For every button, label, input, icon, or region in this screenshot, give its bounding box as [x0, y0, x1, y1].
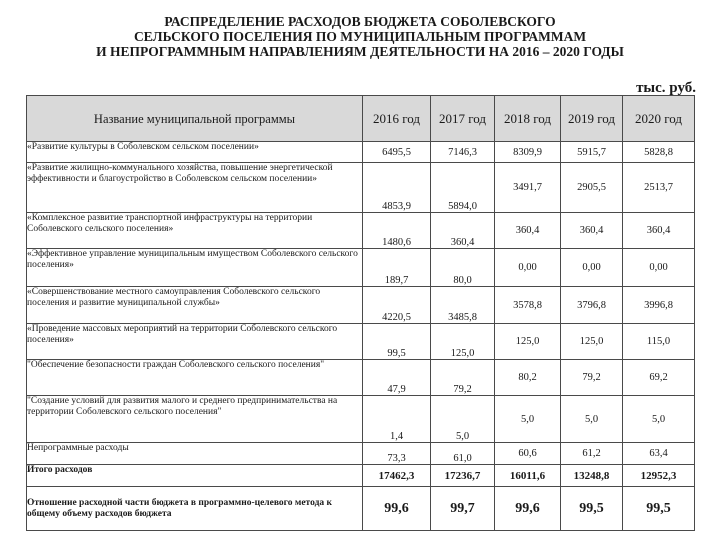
- value-cell: 125,0: [561, 324, 623, 360]
- ratio-value: 99,6: [363, 487, 431, 531]
- value-cell: 61,2: [561, 443, 623, 465]
- total-label: Итого расходов: [27, 465, 363, 487]
- value-cell: 360,4: [561, 213, 623, 249]
- value-cell: 3796,8: [561, 287, 623, 324]
- title-line-2: СЕЛЬСКОГО ПОСЕЛЕНИЯ ПО МУНИЦИПАЛЬНЫМ ПРОГРАММАМ: [133, 29, 587, 44]
- value-cell: 360,4: [431, 213, 495, 249]
- program-name: «Развитие жилищно-коммунального хозяйства, повышение энергетической эффективности и благоустройство в Соболевском сельском поселении»: [27, 163, 363, 213]
- column-header-2020: 2020 год: [623, 96, 695, 142]
- value-cell: 5915,7: [561, 142, 623, 163]
- value-cell: 0,00: [495, 249, 561, 287]
- total-value: 17236,7: [431, 465, 495, 487]
- value-cell: 360,4: [623, 213, 695, 249]
- ratio-label: Отношение расходной части бюджета в программно-целевого метода к общему объему расходов бюджета: [27, 487, 363, 531]
- value-cell: 8309,9: [495, 142, 561, 163]
- value-cell: 47,9: [363, 360, 431, 396]
- total-row: [27, 465, 695, 487]
- title-line-1: РАСПРЕДЕЛЕНИЕ РАСХОДОВ БЮДЖЕТА СОБОЛЕВСКОГО: [164, 14, 556, 29]
- program-name: "Создание условий для развития малого и среднего предпринимательства на территории Соболевского сельского поселения": [27, 396, 363, 443]
- column-header-2019: 2019 год: [561, 96, 623, 142]
- total-value: 16011,6: [495, 465, 561, 487]
- value-cell: 79,2: [561, 360, 623, 396]
- value-cell: 3578,8: [495, 287, 561, 324]
- table-row: [27, 443, 695, 465]
- column-header-2017: 2017 год: [431, 96, 495, 142]
- value-cell: 1,4: [363, 396, 431, 443]
- total-value: 17462,3: [363, 465, 431, 487]
- program-name: "Обеспечение безопасности граждан Соболевского сельского поселения": [27, 360, 363, 396]
- total-value: 13248,8: [561, 465, 623, 487]
- value-cell: 4853,9: [363, 163, 431, 213]
- value-cell: 5,0: [495, 396, 561, 443]
- page-title: [0, 14, 720, 59]
- column-header-2018: 2018 год: [495, 96, 561, 142]
- ratio-value: 99,5: [561, 487, 623, 531]
- column-header-name: Название муниципальной программы: [27, 96, 363, 142]
- value-cell: 5894,0: [431, 163, 495, 213]
- program-name: «Эффективное управление муниципальным имуществом Соболевского сельского поселения»: [27, 249, 363, 287]
- value-cell: 5,0: [431, 396, 495, 443]
- value-cell: 99,5: [363, 324, 431, 360]
- value-cell: 80,0: [431, 249, 495, 287]
- value-cell: 3491,7: [495, 163, 561, 213]
- value-cell: 60,6: [495, 443, 561, 465]
- total-value: 12952,3: [623, 465, 695, 487]
- ratio-value: 99,6: [495, 487, 561, 531]
- value-cell: 69,2: [623, 360, 695, 396]
- value-cell: 5828,8: [623, 142, 695, 163]
- value-cell: 2905,5: [561, 163, 623, 213]
- value-cell: 3485,8: [431, 287, 495, 324]
- value-cell: 0,00: [623, 249, 695, 287]
- ratio-value: 99,5: [623, 487, 695, 531]
- value-cell: 125,0: [495, 324, 561, 360]
- program-name: «Совершенствование местного самоуправления Соболевского сельского поселения и развитие муниципальной службы»: [27, 287, 363, 324]
- program-name: «Проведение массовых мероприятий на территории Соболевского сельского поселения»: [27, 324, 363, 360]
- value-cell: 189,7: [363, 249, 431, 287]
- column-header-2016: 2016 год: [363, 96, 431, 142]
- value-cell: 6495,5: [363, 142, 431, 163]
- program-name: «Комплексное развитие транспортной инфраструктуры на территории Соболевского сельского поселения»: [27, 213, 363, 249]
- value-cell: 7146,3: [431, 142, 495, 163]
- value-cell: 63,4: [623, 443, 695, 465]
- table-header-row: [27, 96, 695, 142]
- table-row: [27, 324, 695, 360]
- value-cell: 73,3: [363, 443, 431, 465]
- table-row: [27, 163, 695, 213]
- table-row: [27, 249, 695, 287]
- value-cell: 4220,5: [363, 287, 431, 324]
- budget-table: [26, 95, 695, 531]
- value-cell: 3996,8: [623, 287, 695, 324]
- value-cell: 125,0: [431, 324, 495, 360]
- table-row: [27, 213, 695, 249]
- value-cell: 2513,7: [623, 163, 695, 213]
- program-name: Непрограммные расходы: [27, 443, 363, 465]
- table-row: [27, 396, 695, 443]
- ratio-row: [27, 487, 695, 531]
- value-cell: 360,4: [495, 213, 561, 249]
- value-cell: 5,0: [561, 396, 623, 443]
- table-row: [27, 287, 695, 324]
- value-cell: 79,2: [431, 360, 495, 396]
- program-name: «Развитие культуры в Соболевском сельском поселении»: [27, 142, 363, 163]
- value-cell: 61,0: [431, 443, 495, 465]
- value-cell: 115,0: [623, 324, 695, 360]
- value-cell: 80,2: [495, 360, 561, 396]
- value-cell: 1480,6: [363, 213, 431, 249]
- table-row: [27, 142, 695, 163]
- value-cell: 0,00: [561, 249, 623, 287]
- value-cell: 5,0: [623, 396, 695, 443]
- ratio-value: 99,7: [431, 487, 495, 531]
- table-row: [27, 360, 695, 396]
- units-label: тыс. руб.: [636, 80, 696, 96]
- title-line-3: И НЕПРОГРАММНЫМ НАПРАВЛЕНИЯМ ДЕЯТЕЛЬНОСТИ НА 2016 – 2020 ГОДЫ: [96, 44, 624, 59]
